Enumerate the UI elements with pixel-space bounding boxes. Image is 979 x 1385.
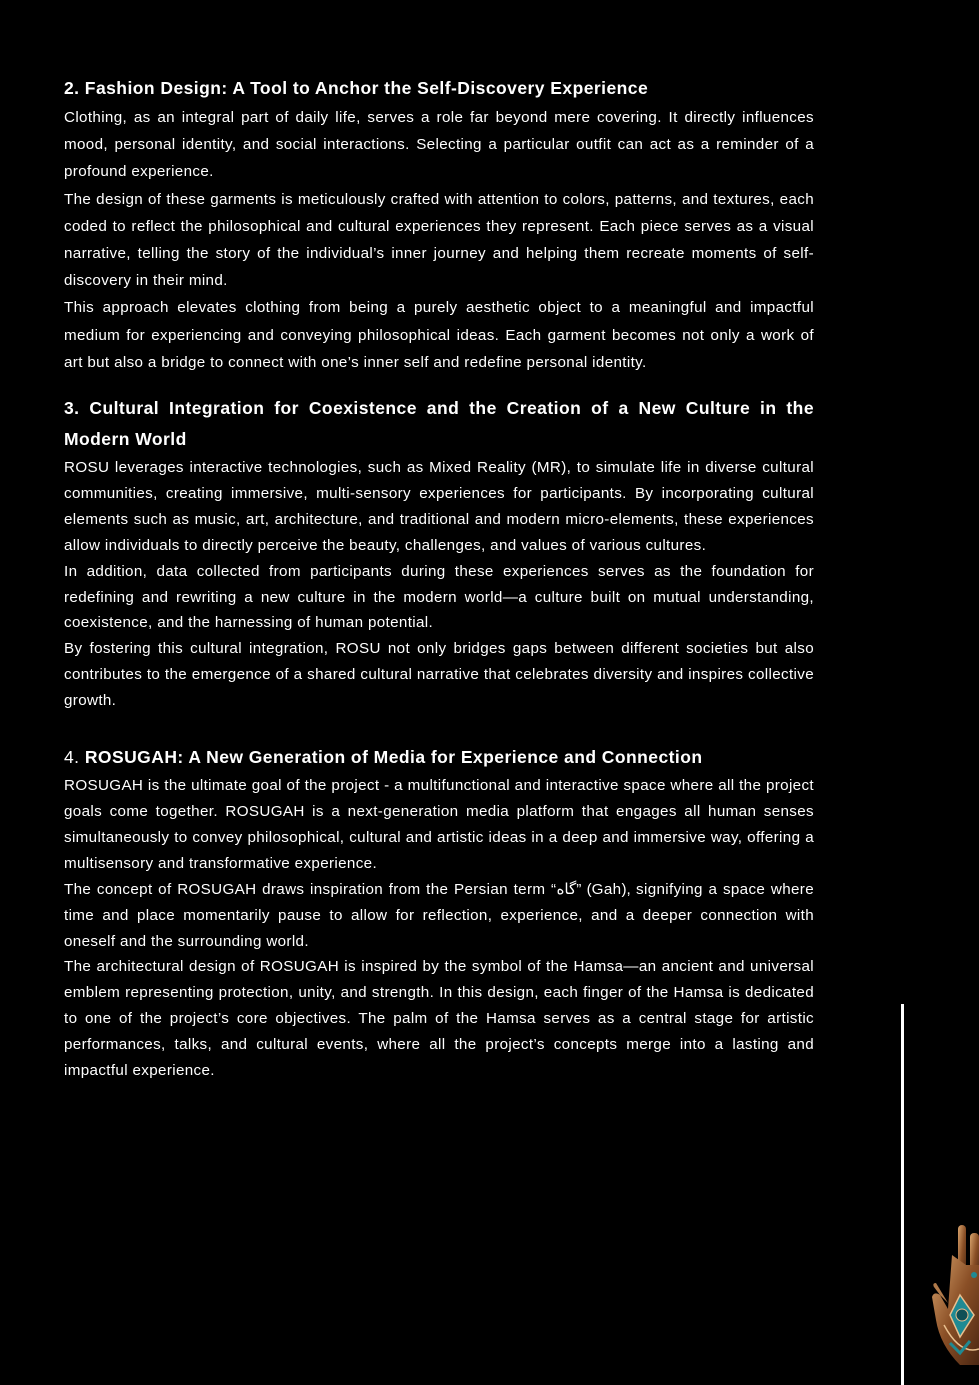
document-body <box>64 73 814 1084</box>
paragraph: The concept of ROSUGAH draws inspiration from the Persian term “گاه” (Gah), signifying a space where time and place momentarily pause to allow for reflection, experience, and a deeper connection with oneself and the surrounding world. <box>64 880 814 950</box>
section-number: 4. <box>64 747 80 768</box>
paragraph: Clothing, as an integral part of daily life, serves a role far beyond mere covering. It directly influences mood, personal identity, and social interactions. Selecting a particular outfit can act as a reminder of a profound experience. <box>64 109 814 181</box>
section-heading: 3. Cultural Integration for Coexistence and the Creation of a New Culture in the Modern World <box>64 398 814 450</box>
section-heading <box>64 742 814 772</box>
paragraph: This approach elevates clothing from being a purely aesthetic object to a meaningful and impactful medium for experiencing and conveying philosophical ideas. Each garment becomes not only a work of art but also a bridge to connect with one’s inner self and redefine personal identity. <box>64 299 814 371</box>
paragraph: By fostering this cultural integration, ROSU not only bridges gaps between different societies but also contributes to the emergence of a shared cultural narrative that celebrates diversity and inspires collective growth. <box>64 640 814 710</box>
paragraph: The design of these garments is meticulously crafted with attention to colors, patterns, and textures, each coded to reflect the philosophical and cultural experiences they represent. Each piece serves as a visual narrative, telling the story of the individual’s inner journey and helping them recreate moments of self-discovery in their mind. <box>64 190 814 290</box>
section-cultural-integration <box>64 393 814 714</box>
section-heading: 2. Fashion Design: A Tool to Anchor the Self-Discovery Experience <box>64 78 649 98</box>
section-fashion-design <box>64 73 814 376</box>
paragraph: The architectural design of ROSUGAH is inspired by the symbol of the Hamsa—an ancient and universal emblem representing protection, unity, and strength. In this design, each finger of the Hamsa is dedicated to one of the project’s core objectives. The palm of the Hamsa serves as a central stage for artistic performances, talks, and cultural events, where all the project’s concepts merge into a lasting and impactful experience. <box>64 958 814 1080</box>
section-heading-text: ROSUGAH: A New Generation of Media for Experience and Connection <box>84 747 703 768</box>
hamsa-ornament-icon <box>930 1225 979 1385</box>
hamsa-shape <box>932 1225 979 1365</box>
vertical-divider <box>901 1004 904 1385</box>
paragraph: ROSU leverages interactive technologies, such as Mixed Reality (MR), to simulate life in diverse cultural communities, creating immersive, multi-sensory experiences for participants. By incorporating cultural elements such as music, art, architecture, and traditional and modern micro-elements, these experiences allow individuals to directly perceive the beauty, challenges, and values of various cultures. <box>64 459 814 554</box>
paragraph: In addition, data collected from participants during these experiences serves as the foundation for redefining and rewriting a new culture in the modern world—a culture built on mutual understanding, coexistence, and the harnessing of human potential. <box>64 562 814 632</box>
paragraph: ROSUGAH is the ultimate goal of the project - a multifunctional and interactive space where all the project goals come together. ROSUGAH is a next-generation media platform that engages all human senses simultaneously to convey philosophical, cultural and artistic ideas in a deep and immersive way, offering a multisensory and transformative experience. <box>64 777 814 872</box>
section-rosugah <box>64 742 814 1084</box>
